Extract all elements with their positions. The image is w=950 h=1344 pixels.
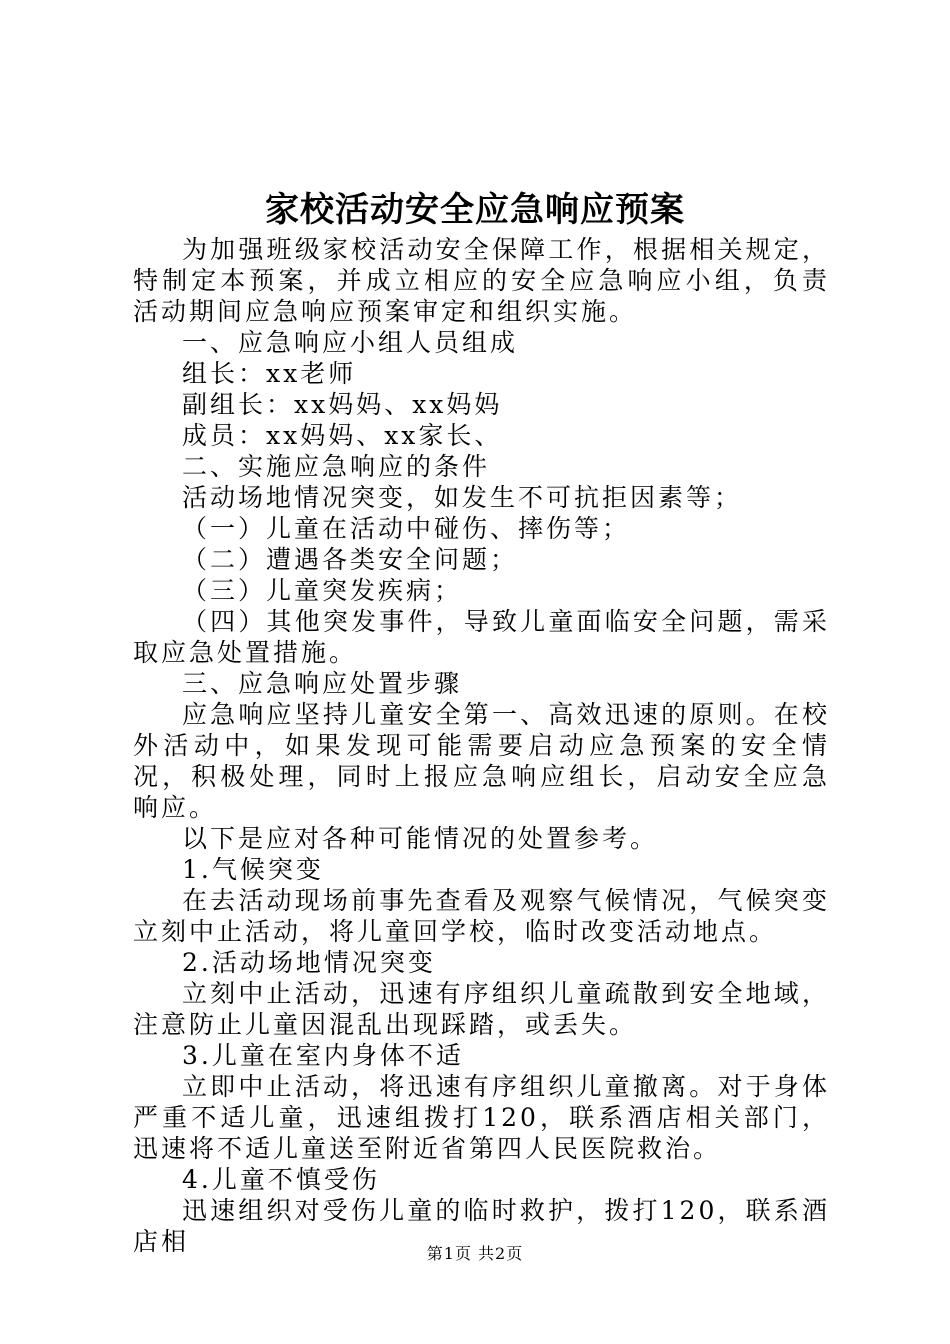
paragraph-reference: 以下是应对各种可能情况的处置参考。 bbox=[182, 824, 659, 853]
paragraph-injury: 迅速组织对受伤儿童的临时救护，拨打120，联系酒店相 bbox=[133, 1196, 830, 1256]
paragraph-illness: 立即中止活动，将迅速有序组织儿童撤离。对于身体严重不适儿童，迅速组拨打120，联系酒店相关部门，迅速将不适儿童送至附近省第四人民医院救治。 bbox=[133, 1072, 830, 1163]
document-body bbox=[133, 234, 830, 1257]
paragraph-intro: 为加强班级家校活动安全保障工作，根据相关规定，特制定本预案，并成立相应的安全应急响应小组，负责活动期间应急响应预案审定和组织实施。 bbox=[133, 235, 830, 326]
paragraph-members: 成员：xx妈妈、xx家长、 bbox=[182, 421, 503, 450]
section-heading-2: 二、实施应急响应的条件 bbox=[182, 452, 491, 481]
paragraph-leader: 组长：xx老师 bbox=[182, 359, 357, 388]
list-item-condition-3: （三）儿童突发疾病； bbox=[182, 576, 463, 605]
section-heading-1: 一、应急响应小组人员组成 bbox=[182, 328, 519, 357]
section-heading-3: 三、应急响应处置步骤 bbox=[182, 669, 463, 698]
paragraph-weather: 在去活动现场前事先查看及观察气候情况，气候突变立刻中止活动，将儿童回学校，临时改变活动地点。 bbox=[133, 886, 830, 946]
subheading-venue: 2.活动场地情况突变 bbox=[182, 948, 436, 977]
paragraph-principle: 应急响应坚持儿童安全第一、高效迅速的原则。在校外活动中，如果发现可能需要启动应急预案的安全情况，积极处理，同时上报应急响应组长，启动安全应急响应。 bbox=[133, 700, 830, 822]
subheading-injury: 4.儿童不慎受伤 bbox=[182, 1165, 380, 1194]
subheading-weather: 1.气候突变 bbox=[182, 855, 324, 884]
page-footer: 第1页 共2页 bbox=[426, 1244, 524, 1263]
document-title: 家校活动安全应急响应预案 bbox=[265, 190, 685, 230]
paragraph-deputy-leader: 副组长：xx妈妈、xx妈妈 bbox=[182, 390, 503, 419]
list-item-condition-1: （一）儿童在活动中碰伤、摔伤等； bbox=[182, 514, 631, 543]
subheading-illness: 3.儿童在室内身体不适 bbox=[182, 1041, 464, 1070]
paragraph-venue: 立刻中止活动，迅速有序组织儿童疏散到安全地域，注意防止儿童因混乱出现踩踏，或丢失。 bbox=[133, 979, 830, 1039]
list-item-condition-4: （四）其他突发事件，导致儿童面临安全问题，需采取应急处置措施。 bbox=[133, 607, 830, 667]
list-item-condition-2: （二）遭遇各类安全问题； bbox=[182, 545, 519, 574]
paragraph-condition: 活动场地情况突变，如发生不可抗拒因素等； bbox=[182, 483, 743, 512]
